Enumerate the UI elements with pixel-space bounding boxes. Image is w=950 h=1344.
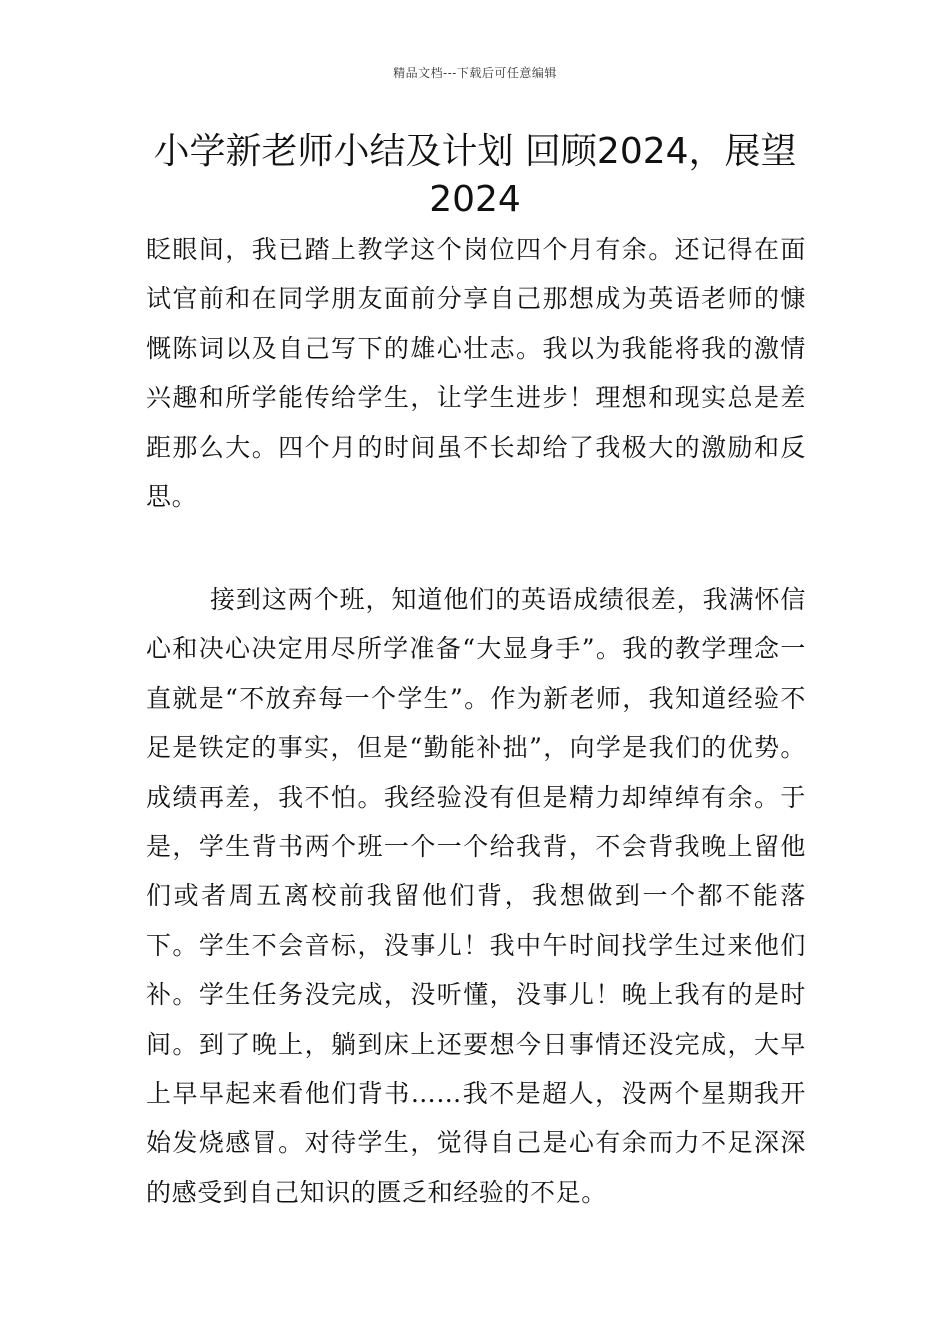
paragraph-intro: 眨眼间，我已踏上教学这个岗位四个月有余。还记得在面试官前和在同学朋友面前分享自己那想成为英语老师的慷慨陈词以及自己写下的雄心壮志。我以为我能将我的激情兴趣和所学能传给学生，让学生进步！理想和现实总是差距那么大。四个月的时间虽不长却给了我极大的激励和反思。 <box>146 235 806 512</box>
header-note: 精品文档---下载后可任意编辑 <box>393 66 557 80</box>
page-title: 小学新老师小结及计划 回顾2024，展望2024 <box>153 131 797 220</box>
paragraph-body: 接到这两个班，知道他们的英语成绩很差，我满怀信心和决心决定用尽所学准备“大显身手”。我的教学理念一直就是“不放弃每一个学生”。作为新老师，我知道经验不足是铁定的事实，但是“勤能补拙”，向学是我们的优势。成绩再差，我不怕。我经验没有但是精力却绰绰有余。于是，学生背书两个班一个一个给我背，不会背我晚上留他们或者周五离校前我留他们背，我想做到一个都不能落下。学生不会音标，没事儿！我中午时间找学生过来他们补。学生任务没完成，没听懂，没事儿！晚上我有的是时间。到了晚上，躺到床上还要想今日事情还没完成，大早上早早起来看他们背书……我不是超人，没两个星期我开始发烧感冒。对待学生，觉得自己是心有余而力不足深深的感受到自己知识的匮乏和经验的不足。 <box>146 585 806 1207</box>
